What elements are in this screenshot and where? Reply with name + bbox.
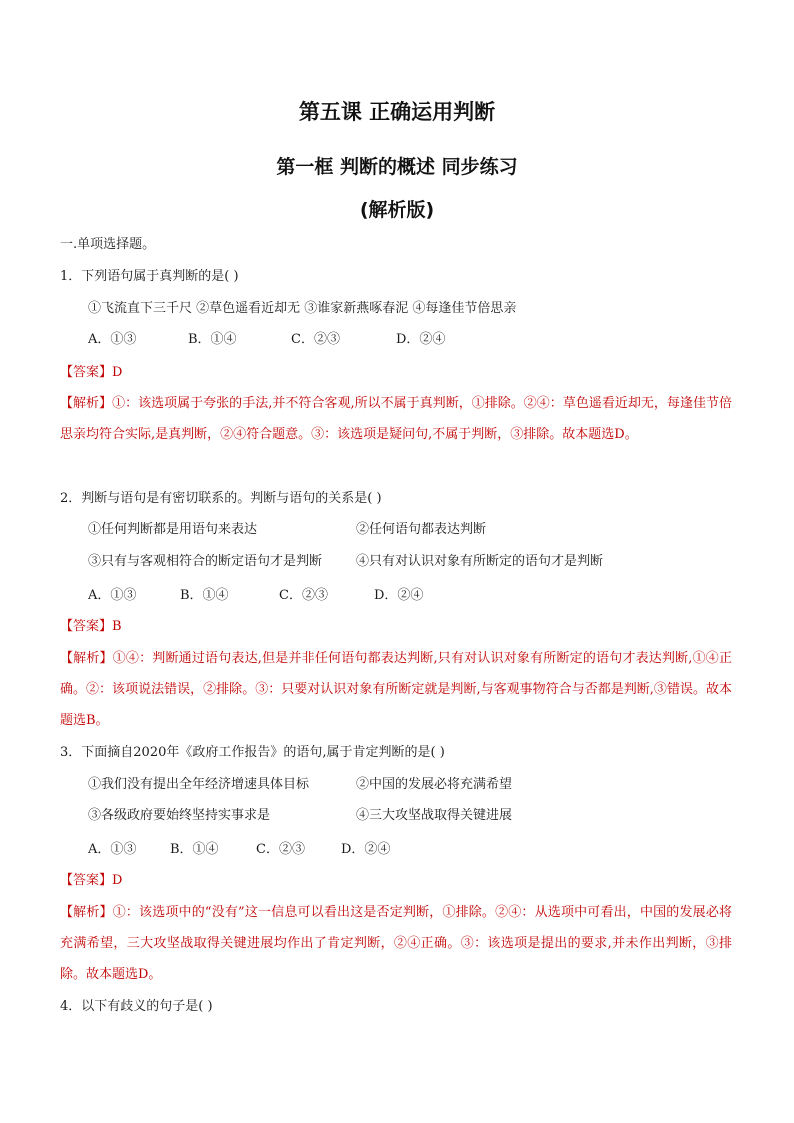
q1-option-b: B．①④ <box>188 332 237 347</box>
q3-item-2: ②中国的发展必将充满希望 <box>356 777 513 792</box>
q1-option-a: A．①③ <box>88 332 137 347</box>
answer-label: 【答案】 <box>60 365 113 380</box>
q2-item-4: ④只有对认识对象有所断定的语句才是判断 <box>356 554 604 569</box>
q2-explanation-text: ①④：判断通过语句表达,但是并非任何语句都表达判断,只有对认识对象有所断定的语句才表达判断,①④正确。②：该项说法错误，②排除。③：只要对认识对象有所断定就是判断,与客观事物符合与否都是判断,③错误。故本题选B。 <box>60 651 732 728</box>
q1-answer-value: D <box>112 365 123 380</box>
explanation-label: 【解析】 <box>60 651 113 666</box>
q3-answer-value: D <box>112 873 123 888</box>
explanation-label: 【解析】 <box>60 905 113 920</box>
q1-stem: 1．下列语句属于真判断的是( ) <box>60 269 239 284</box>
q2-option-d: D．②④ <box>374 588 424 603</box>
q3-item-1: ①我们没有提出全年经济增速具体目标 <box>88 777 310 792</box>
q3-answer <box>60 872 122 890</box>
q2-answer <box>60 618 122 636</box>
q3-item-3: ③各级政府要始终坚持实事求是 <box>88 808 271 823</box>
section-heading: 一.单项选择题。 <box>60 237 156 252</box>
q1-answer <box>60 364 122 382</box>
q3-option-a: A．①③ <box>88 842 137 857</box>
q3-stem: 3．下面摘自2020年《政府工作报告》的语句,属于肯定判断的是( ) <box>60 745 445 760</box>
q3-explanation <box>60 897 732 990</box>
q1-items: ①飞流直下三千尺 ②草色遥看近却无 ③谁家新燕啄春泥 ④每逢佳节倍思亲 <box>88 301 517 316</box>
q2-option-b: B．①④ <box>180 588 229 603</box>
q1-option-c: C．②③ <box>291 332 340 347</box>
q1-explanation <box>60 388 732 450</box>
q2-answer-value: B <box>112 619 122 634</box>
q3-item-4: ④三大攻坚战取得关键进展 <box>356 808 513 823</box>
q2-option-c: C．②③ <box>279 588 328 603</box>
q3-option-b: B．①④ <box>170 842 219 857</box>
explanation-label: 【解析】 <box>60 396 113 411</box>
q2-option-a: A．①③ <box>88 588 137 603</box>
q2-stem: 2．判断与语句是有密切联系的。判断与语句的关系是( ) <box>60 491 382 506</box>
q1-explanation-text: ①：该选项属于夸张的手法,并不符合客观,所以不属于真判断，①排除。②④：草色遥看近却无，每逢佳节倍思亲均符合实际,是真判断，②④符合题意。③：该选项是疑问句,不属于判断，③排除。故本题选D。 <box>60 396 732 442</box>
q2-item-2: ②任何语句都表达判断 <box>356 522 487 537</box>
q3-option-c: C．②③ <box>256 842 305 857</box>
sub-title: 第一框 判断的概述 同步练习 <box>276 156 518 178</box>
q3-explanation-text: ①：该选项中的“没有”这一信息可以看出这是否定判断，①排除。②④：从选项中可看出，中国的发展必将充满希望，三大攻坚战取得关键进展均作出了肯定判断，②④正确。③：该选项是提出的要求,并未作出判断，③排除。故本题选D。 <box>60 905 732 982</box>
q3-option-d: D．②④ <box>341 842 391 857</box>
q2-explanation <box>60 643 732 736</box>
q2-item-1: ①任何判断都是用语句来表达 <box>88 522 258 537</box>
q1-option-d: D．②④ <box>396 332 446 347</box>
version-title: (解析版) <box>359 199 435 221</box>
answer-label: 【答案】 <box>60 619 113 634</box>
q4-stem: 4．以下有歧义的句子是( ) <box>60 999 213 1014</box>
main-title: 第五课 正确运用判断 <box>298 100 496 124</box>
answer-label: 【答案】 <box>60 873 113 888</box>
q2-item-3: ③只有与客观相符合的断定语句才是判断 <box>88 554 323 569</box>
